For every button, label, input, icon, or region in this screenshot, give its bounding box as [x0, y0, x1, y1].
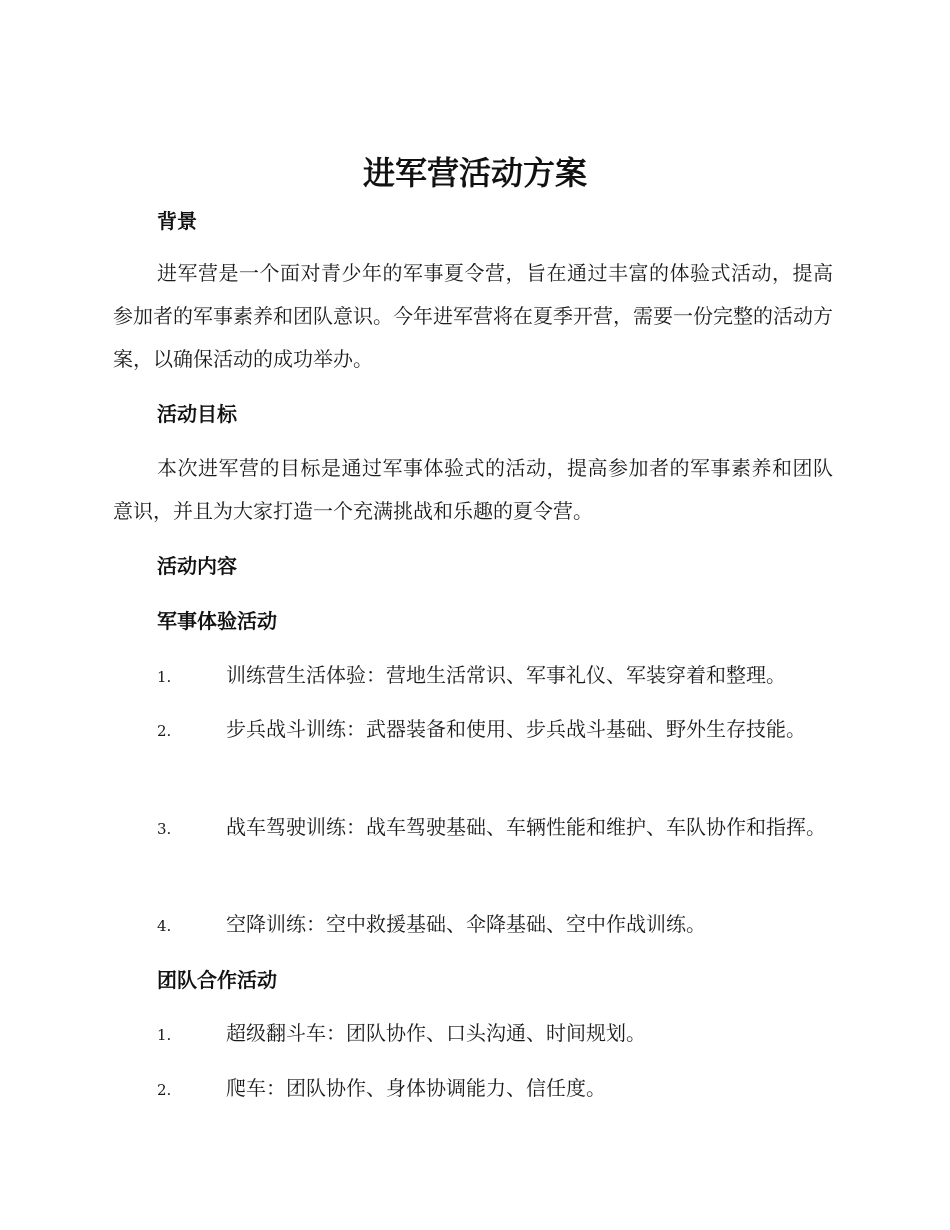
heading-background: 背景: [157, 209, 197, 233]
list-item: [113, 806, 833, 851]
list-item: [113, 654, 833, 699]
document-title: 进军营活动方案: [362, 154, 587, 192]
list-text: 战车驾驶训练：战车驾驶基础、车辆性能和维护、车队协作和指挥。: [226, 815, 826, 839]
list-number: 4.: [157, 917, 172, 935]
list-number: 1.: [157, 1026, 172, 1044]
list-item: [113, 1012, 833, 1057]
list-text: 爬车：团队协作、身体协调能力、信任度。: [226, 1076, 606, 1100]
heading-military: 军事体验活动: [157, 609, 277, 633]
list-text: 训练营生活体验：营地生活常识、军事礼仪、军装穿着和整理。: [226, 663, 786, 687]
list-number: 2.: [157, 722, 172, 740]
list-text: 超级翻斗车：团队协作、口头沟通、时间规划。: [226, 1021, 646, 1045]
list-item: [113, 708, 833, 753]
list-text: 步兵战斗训练：武器装备和使用、步兵战斗基础、野外生存技能。: [226, 717, 806, 741]
paragraph-background: 进军营是一个面对青少年的军事夏令营，旨在通过丰富的体验式活动，提高参加者的军事素养和团队意识。今年进军营将在夏季开营，需要一份完整的活动方案，以确保活动的成功举办。: [113, 261, 833, 371]
list-number: 2.: [157, 1081, 172, 1099]
paragraph-goal: 本次进军营的目标是通过军事体验式的活动，提高参加者的军事素养和团队意识，并且为大家打造一个充满挑战和乐趣的夏令营。: [113, 456, 833, 523]
list-number: 3.: [157, 820, 172, 838]
heading-team: 团队合作活动: [157, 968, 277, 992]
list-item: [113, 1067, 833, 1112]
heading-content: 活动内容: [157, 554, 237, 578]
list-number: 1.: [157, 668, 172, 686]
list-text: 空降训练：空中救援基础、伞降基础、空中作战训练。: [226, 912, 706, 936]
list-item: [113, 903, 833, 948]
heading-goal: 活动目标: [157, 402, 237, 426]
